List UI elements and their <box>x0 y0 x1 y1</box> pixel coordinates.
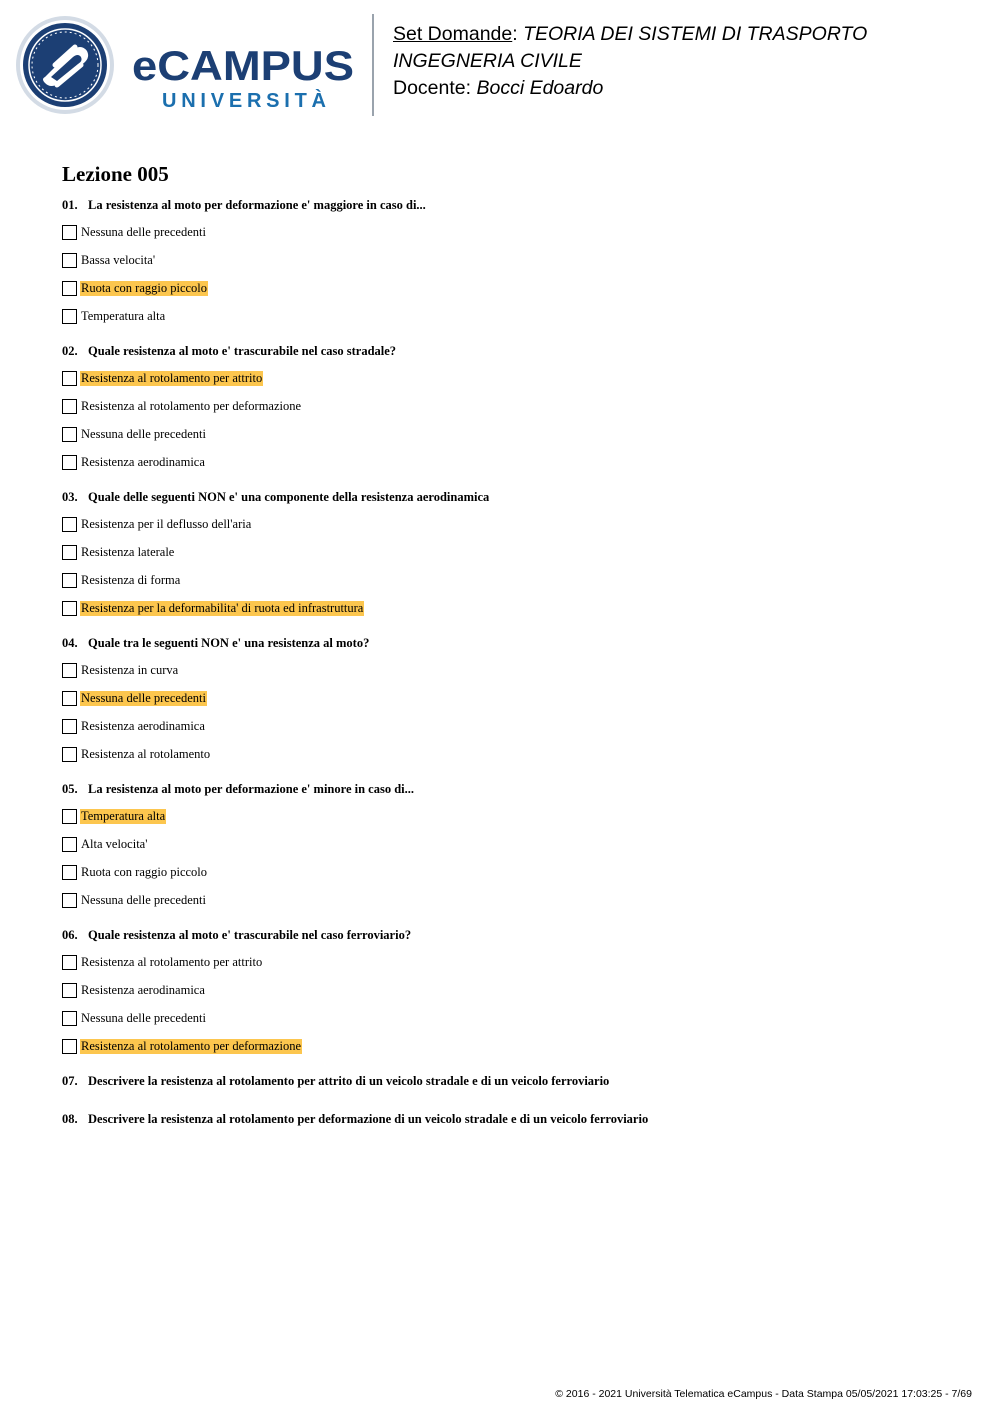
page-header <box>0 0 1000 130</box>
question-6 <box>62 926 942 1056</box>
question-prompt: La resistenza al moto per deformazione e' maggiore in caso di... <box>88 198 426 212</box>
checkbox[interactable] <box>62 309 77 324</box>
question-7 <box>62 1072 942 1090</box>
checkbox[interactable] <box>62 545 77 560</box>
ecampus-wordmark-logo <box>132 40 357 112</box>
answer-label: Resistenza al rotolamento per attrito <box>81 954 263 969</box>
question-text <box>62 1072 942 1090</box>
checkbox[interactable] <box>62 225 77 240</box>
teacher-name: Bocci Edoardo <box>476 77 604 99</box>
question-number: 07. <box>62 1074 78 1088</box>
question-text <box>62 488 942 506</box>
header-divider <box>372 14 374 116</box>
answer-label: Temperatura alta <box>81 808 166 823</box>
answer-option[interactable] <box>62 744 942 764</box>
answer-label: Resistenza aerodinamica <box>81 718 205 733</box>
answer-label: Resistenza aerodinamica <box>81 454 205 469</box>
answer-option[interactable] <box>62 834 942 854</box>
teacher-label: Docente: <box>393 77 477 99</box>
answer-option[interactable] <box>62 542 942 562</box>
answer-label: Nessuna delle precedenti <box>81 224 206 239</box>
degree-line <box>393 48 867 75</box>
answer-label: Resistenza in curva <box>81 662 179 677</box>
question-number: 04. <box>62 636 78 650</box>
checkbox[interactable] <box>62 893 77 908</box>
question-8 <box>62 1110 942 1128</box>
answer-option-correct[interactable] <box>62 598 942 618</box>
question-number: 06. <box>62 928 78 942</box>
checkbox[interactable] <box>62 399 77 414</box>
question-prompt: La resistenza al moto per deformazione e' minore in caso di... <box>88 782 415 796</box>
question-number: 08. <box>62 1112 78 1126</box>
question-prompt: Quale tra le seguenti NON e' una resistenza al moto? <box>88 636 370 650</box>
checkbox[interactable] <box>62 517 77 532</box>
checkbox[interactable] <box>62 983 77 998</box>
answer-option-correct[interactable] <box>62 368 942 388</box>
course-title: TEORIA DEI SISTEMI DI TRASPORTO <box>523 23 868 45</box>
university-seal-logo <box>15 15 115 115</box>
checkbox[interactable] <box>62 809 77 824</box>
checkbox[interactable] <box>62 601 77 616</box>
lesson-title: Lezione 005 <box>62 162 169 186</box>
checkbox[interactable] <box>62 955 77 970</box>
page-footer: © 2016 - 2021 Università Telematica eCampus - Data Stampa 05/05/2021 17:03:25 - 7/69 <box>555 1388 972 1400</box>
answer-label: Alta velocita' <box>81 836 148 851</box>
question-4 <box>62 634 942 764</box>
question-set <box>62 160 942 1148</box>
answer-option[interactable] <box>62 514 942 534</box>
answer-label: Resistenza al rotolamento <box>81 746 211 761</box>
answer-option-correct[interactable] <box>62 278 942 298</box>
checkbox[interactable] <box>62 865 77 880</box>
answer-label: Ruota con raggio piccolo <box>81 864 208 879</box>
answer-option[interactable] <box>62 862 942 882</box>
answer-option-correct[interactable] <box>62 688 942 708</box>
checkbox[interactable] <box>62 1011 77 1026</box>
checkbox[interactable] <box>62 371 77 386</box>
answer-option[interactable] <box>62 980 942 1000</box>
answer-option[interactable] <box>62 222 942 242</box>
set-colon: : <box>512 23 524 45</box>
answer-option[interactable] <box>62 424 942 444</box>
answer-option[interactable] <box>62 250 942 270</box>
checkbox[interactable] <box>62 719 77 734</box>
question-prompt: Descrivere la resistenza al rotolamento per attrito di un veicolo stradale e di un veicolo ferroviario <box>88 1074 610 1088</box>
answer-label: Resistenza al rotolamento per deformazione <box>81 1038 302 1053</box>
question-prompt: Quale resistenza al moto e' trascurabile nel caso stradale? <box>88 344 397 358</box>
question-text <box>62 342 942 360</box>
answer-label: Resistenza al rotolamento per attrito <box>81 370 263 385</box>
checkbox[interactable] <box>62 1039 77 1054</box>
answer-option[interactable] <box>62 396 942 416</box>
checkbox[interactable] <box>62 253 77 268</box>
logo-word: eCAMPUS <box>132 42 354 89</box>
checkbox[interactable] <box>62 691 77 706</box>
checkbox[interactable] <box>62 455 77 470</box>
question-text <box>62 196 942 214</box>
checkbox[interactable] <box>62 663 77 678</box>
answer-option[interactable] <box>62 716 942 736</box>
answer-label: Temperatura alta <box>81 308 166 323</box>
answer-label: Nessuna delle precedenti <box>81 892 206 907</box>
course-info <box>393 21 867 102</box>
question-prompt: Quale delle seguenti NON e' una componente della resistenza aerodinamica <box>88 490 490 504</box>
answer-label: Ruota con raggio piccolo <box>81 280 208 295</box>
checkbox[interactable] <box>62 573 77 588</box>
question-prompt: Descrivere la resistenza al rotolamento per deformazione di un veicolo stradale e di un veicolo ferroviario <box>88 1112 649 1126</box>
set-label: Set Domande <box>393 23 513 45</box>
answer-label: Resistenza per il deflusso dell'aria <box>81 516 252 531</box>
answer-label: Resistenza laterale <box>81 544 175 559</box>
logo-sub: UNIVERSITÀ <box>162 90 326 112</box>
answer-option[interactable] <box>62 306 942 326</box>
answer-label: Resistenza di forma <box>81 572 181 587</box>
answer-option[interactable] <box>62 660 942 680</box>
question-text <box>62 926 942 944</box>
question-number: 03. <box>62 490 78 504</box>
question-prompt: Quale resistenza al moto e' trascurabile nel caso ferroviario? <box>88 928 412 942</box>
answer-option-correct[interactable] <box>62 806 942 826</box>
answer-option[interactable] <box>62 1008 942 1028</box>
degree-name: INGEGNERIA CIVILE <box>393 50 582 72</box>
answer-label: Resistenza per la deformabilita' di ruota ed infrastruttura <box>81 600 364 615</box>
checkbox[interactable] <box>62 427 77 442</box>
answer-label: Resistenza al rotolamento per deformazione <box>81 398 302 413</box>
answer-option[interactable] <box>62 570 942 590</box>
answer-label: Nessuna delle precedenti <box>81 426 206 441</box>
question-number: 02. <box>62 344 78 358</box>
answer-label: Bassa velocita' <box>81 252 156 267</box>
question-5 <box>62 780 942 910</box>
answer-option[interactable] <box>62 890 942 910</box>
course-line <box>393 21 867 48</box>
answer-label: Resistenza aerodinamica <box>81 982 205 997</box>
question-number: 05. <box>62 782 78 796</box>
answer-option[interactable] <box>62 952 942 972</box>
teacher-line <box>393 75 867 102</box>
checkbox[interactable] <box>62 837 77 852</box>
question-3 <box>62 488 942 618</box>
question-text <box>62 1110 942 1128</box>
answer-label: Nessuna delle precedenti <box>81 1010 206 1025</box>
question-text <box>62 780 942 798</box>
checkbox[interactable] <box>62 747 77 762</box>
answer-label: Nessuna delle precedenti <box>81 690 206 705</box>
question-text <box>62 634 942 652</box>
checkbox[interactable] <box>62 281 77 296</box>
answer-option[interactable] <box>62 452 942 472</box>
answer-option-correct[interactable] <box>62 1036 942 1056</box>
question-2 <box>62 342 942 472</box>
question-number: 01. <box>62 198 78 212</box>
question-1 <box>62 196 942 326</box>
question-list <box>62 196 942 1128</box>
